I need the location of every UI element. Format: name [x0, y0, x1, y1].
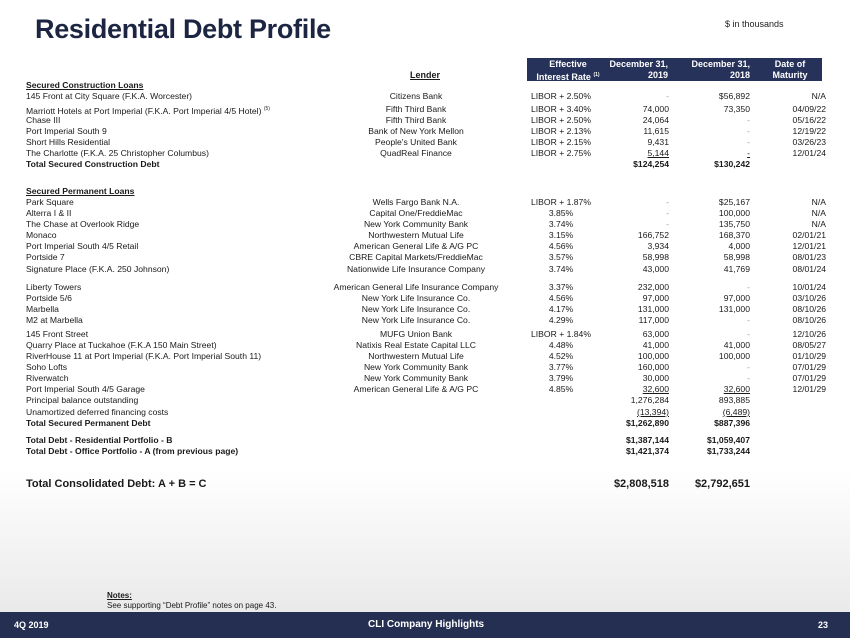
cell-rate: 4.56%: [548, 241, 574, 251]
cell-dec2019: 232,000: [637, 282, 669, 292]
cell-lender: Fifth Third Bank: [385, 104, 447, 114]
cell-rate: 4.29%: [548, 315, 574, 325]
cell-lender: Citizens Bank: [389, 91, 443, 101]
cell-maturity: N/A: [811, 197, 826, 207]
cell-maturity: 08/01/24: [792, 264, 826, 274]
total-label: Total Secured Permanent Debt: [26, 418, 151, 428]
table-row: [26, 241, 826, 252]
table-row: [26, 126, 826, 137]
cell-dec2019: -: [666, 208, 669, 218]
cell-maturity: 04/09/22: [792, 104, 826, 114]
cell-dec2018: 58,998: [723, 252, 750, 262]
cell-dec2018: -: [747, 126, 750, 136]
cell-dec2019: 5,144: [647, 148, 669, 158]
consolidated-label: Total Consolidated Debt: A + B = C: [26, 478, 207, 490]
unamortized-row: [26, 407, 826, 418]
cell-maturity: 08/10/26: [792, 315, 826, 325]
cell-maturity: 03/26/23: [792, 137, 826, 147]
cell-rate: 3.74%: [548, 219, 574, 229]
cell-dec2018: 32,600: [723, 384, 750, 394]
table-row: [26, 197, 826, 208]
table-row: [26, 252, 826, 263]
cell-name: Liberty Towers: [26, 282, 82, 292]
cell-dec2019: 160,000: [637, 362, 669, 372]
consolidated-dec2019: $2,808,518: [613, 478, 669, 490]
table-row: [26, 384, 826, 395]
header-lender: Lender: [409, 70, 440, 80]
cell-dec2018: 41,000: [723, 340, 750, 350]
cell-lender: New York Life Insurance Co.: [361, 293, 471, 303]
cell-name: Chase III: [26, 115, 61, 125]
page-number: 23: [818, 620, 829, 630]
cell-dec2019: 9,431: [647, 137, 669, 147]
footer-title: CLI Company Highlights: [368, 619, 485, 630]
cell-name: Riverwatch: [26, 373, 69, 383]
principal-dec2019: 1,276,284: [630, 395, 669, 405]
table-row: [26, 373, 826, 384]
cell-dec2019: 63,000: [642, 329, 669, 339]
cell-dec2019: 24,064: [642, 115, 669, 125]
cell-lender: Bank of New York Mellon: [368, 126, 464, 136]
cell-lender: American General Life & A/G PC: [353, 241, 479, 251]
cell-name: Soho Lofts: [26, 362, 68, 372]
cell-dec2018: 97,000: [723, 293, 750, 303]
cell-name: The Charlotte (F.K.A. 25 Christopher Columbus): [26, 148, 209, 158]
table-row: [26, 115, 826, 126]
cell-name: Park Square: [26, 197, 74, 207]
units-note: $ in thousands: [725, 19, 784, 29]
unamortized-dec2019: (13,394): [636, 407, 669, 417]
cell-rate: 4.85%: [548, 384, 574, 394]
cell-dec2019: 11,615: [643, 126, 669, 136]
office-total-dec2018: $1,733,244: [706, 446, 750, 456]
table-row: [26, 208, 826, 219]
cell-lender: Natixis Real Estate Capital LLC: [356, 340, 476, 350]
notes: [107, 591, 276, 611]
cell-name: 145 Front Street: [26, 329, 89, 339]
cell-dec2018: -: [747, 329, 750, 339]
principal-row: [26, 395, 826, 406]
cell-name: Port Imperial South 4/5 Retail: [26, 241, 139, 251]
cell-name: Quarry Place at Tuckahoe (F.K.A 150 Main Street): [26, 340, 217, 350]
cell-maturity: 12/01/21: [792, 241, 826, 251]
cell-dec2018: 4,000: [728, 241, 750, 251]
principal-dec2018: 893,885: [718, 395, 750, 405]
total-dec2018: $887,396: [714, 418, 750, 428]
section-label: Secured Construction Loans: [26, 80, 144, 90]
cell-maturity: 12/01/24: [792, 148, 826, 158]
cell-dec2019: 74,000: [642, 104, 669, 114]
cell-dec2019: -: [666, 91, 669, 101]
table-row: [26, 340, 826, 351]
cell-rate: 3.37%: [548, 282, 574, 292]
cell-rate: 4.56%: [548, 293, 574, 303]
cell-lender: Wells Fargo Bank N.A.: [372, 197, 460, 207]
cell-rate: 3.85%: [548, 208, 574, 218]
cell-maturity: N/A: [811, 219, 826, 229]
cell-dec2018: -: [747, 137, 750, 147]
cell-dec2019: -: [666, 197, 669, 207]
cell-dec2018: -: [747, 282, 750, 292]
cell-dec2019: 117,000: [638, 315, 669, 325]
header-maturity-line2: Maturity: [772, 70, 808, 80]
table-row: [26, 293, 826, 304]
cell-rate: LIBOR + 2.50%: [531, 91, 591, 101]
cell-dec2018: $25,167: [718, 197, 750, 207]
table-row: [26, 304, 826, 315]
cell-rate: LIBOR + 2.13%: [531, 126, 591, 136]
cell-lender: New York Life Insurance Co.: [361, 315, 471, 325]
cell-lender: Fifth Third Bank: [385, 115, 447, 125]
cell-dec2019: 100,000: [637, 351, 669, 361]
cell-dec2018: -: [747, 373, 750, 383]
cell-lender: People's United Bank: [375, 137, 457, 147]
cell-lender: Northwestern Mutual Life: [368, 351, 464, 361]
header-rate-line2: Interest Rate: [536, 72, 591, 82]
cell-maturity: 12/10/26: [792, 329, 826, 339]
header-maturity: [762, 58, 818, 81]
cell-dec2018: $56,892: [718, 91, 750, 101]
cell-name: The Chase at Overlook Ridge: [26, 219, 140, 229]
cell-rate: LIBOR + 2.15%: [531, 137, 591, 147]
cell-dec2018: 168,370: [718, 230, 750, 240]
residential-total-dec2018: $1,059,407: [706, 435, 750, 445]
table-row: [26, 230, 826, 241]
cell-rate: 3.79%: [548, 373, 574, 383]
cell-dec2018: 100,000: [718, 208, 750, 218]
cell-maturity: N/A: [811, 91, 826, 101]
header-dec2019-line1: December 31,: [609, 59, 668, 69]
header-dec2018-line1: December 31,: [691, 59, 750, 69]
office-total-label: Total Debt - Office Portfolio - A (from previous page): [26, 446, 239, 456]
cell-name: Port Imperial South 4/5 Garage: [26, 384, 145, 394]
footnote-marker: (5): [263, 106, 270, 112]
cell-lender: CBRE Capital Markets/FreddieMac: [349, 252, 483, 262]
total-dec2019: $124,254: [633, 159, 669, 169]
cell-dec2019: 97,000: [642, 293, 669, 303]
cell-lender: Northwestern Mutual Life: [368, 230, 464, 240]
cell-dec2018: 100,000: [718, 351, 750, 361]
cell-maturity: 01/10/29: [792, 351, 826, 361]
table-row: [26, 137, 826, 148]
header-rate-footnote: (1): [593, 72, 600, 78]
unamortized-label: Unamortized deferred financing costs: [26, 407, 169, 417]
table-row: [26, 104, 826, 115]
header-dec-2019: [600, 58, 668, 81]
table-row: [26, 282, 826, 293]
cell-rate: 3.74%: [548, 264, 574, 274]
cell-dec2019: -: [666, 219, 669, 229]
residential-total-dec2019: $1,387,144: [625, 435, 669, 445]
notes-body: See supporting “Debt Profile” notes on page 43.: [107, 601, 277, 610]
header-dec2019-line2: 2019: [647, 70, 668, 80]
principal-label: Principal balance outstanding: [26, 395, 139, 405]
total-label: Total Secured Construction Debt: [26, 159, 160, 169]
header-dec2018-line2: 2018: [729, 70, 750, 80]
cell-dec2019: 3,934: [647, 241, 669, 251]
table-row: [26, 315, 826, 326]
section-label: Secured Permanent Loans: [26, 186, 135, 196]
cell-maturity: 03/10/26: [792, 293, 826, 303]
cell-dec2019: 41,000: [642, 340, 669, 350]
total-construction-row: [26, 159, 826, 170]
cell-dec2018: -: [747, 315, 750, 325]
cell-lender: New York Community Bank: [363, 362, 469, 372]
footer-bar: [0, 612, 850, 638]
cell-maturity: 12/19/22: [792, 126, 826, 136]
cell-name: RiverHouse 11 at Port Imperial (F.K.A. Port Imperial South 11): [26, 351, 262, 361]
section-permanent-label: [26, 186, 826, 197]
table-row: [26, 219, 826, 230]
cell-name: Short Hills Residential: [26, 137, 111, 147]
cell-rate: LIBOR + 1.87%: [531, 197, 591, 207]
cell-lender: Capital One/FreddieMac: [369, 208, 463, 218]
cell-dec2019: 131,000: [637, 304, 669, 314]
cell-rate: LIBOR + 2.75%: [531, 148, 591, 158]
consolidated-total-row: [26, 478, 826, 492]
cell-maturity: 08/05/27: [792, 340, 826, 350]
notes-title: Notes:: [107, 591, 132, 600]
cell-lender: New York Life Insurance Co.: [361, 304, 471, 314]
cell-dec2018: 41,769: [723, 264, 750, 274]
header-maturity-line1: Date of: [774, 59, 806, 69]
cell-rate: LIBOR + 1.84%: [531, 329, 591, 339]
cell-dec2019: 58,998: [642, 252, 669, 262]
cell-dec2018: 135,750: [718, 219, 750, 229]
cell-rate: 4.17%: [548, 304, 574, 314]
residential-total-label: Total Debt - Residential Portfolio - B: [26, 435, 173, 445]
total-dec2019: $1,262,890: [625, 418, 669, 428]
cell-lender: American General Life Insurance Company: [333, 282, 499, 292]
cell-dec2018: -: [747, 148, 750, 158]
cell-rate: 3.77%: [548, 362, 574, 372]
cell-name: Monaco: [26, 230, 57, 240]
cell-lender: American General Life & A/G PC: [353, 384, 479, 394]
cell-lender: QuadReal Finance: [380, 148, 452, 158]
cell-lender: MUFG Union Bank: [379, 329, 453, 339]
cell-maturity: 12/01/29: [792, 384, 826, 394]
cell-rate: 4.52%: [548, 351, 574, 361]
cell-name: M2 at Marbella: [26, 315, 83, 325]
cell-rate: 4.48%: [548, 340, 574, 350]
cell-maturity: 05/16/22: [792, 115, 826, 125]
header-rate-line1: Effective: [549, 59, 587, 69]
table-row: [26, 148, 826, 159]
cell-lender: Nationwide Life Insurance Company: [346, 264, 486, 274]
table-row: [26, 264, 826, 275]
cell-maturity: 10/01/24: [792, 282, 826, 292]
cell-name: 145 Front at City Square (F.K.A. Worcester): [26, 91, 193, 101]
cell-name: Portside 5/6: [26, 293, 72, 303]
cell-maturity: 08/01/23: [792, 252, 826, 262]
cell-dec2018: 131,000: [718, 304, 750, 314]
cell-name-text: Marriott Hotels at Port Imperial (F.K.A. Port Imperial 4/5 Hotel): [26, 105, 262, 116]
cell-name: Marbella: [26, 304, 59, 314]
table-row: [26, 329, 826, 340]
cell-lender: New York Community Bank: [363, 219, 469, 229]
cell-maturity: 08/10/26: [792, 304, 826, 314]
cell-name: Port Imperial South 9: [26, 126, 107, 136]
cell-rate: 3.57%: [548, 252, 574, 262]
cell-rate: 3.15%: [548, 230, 574, 240]
header-dec-2018: [680, 58, 750, 81]
header-interest-rate: [528, 58, 608, 81]
cell-maturity: 02/01/21: [792, 230, 826, 240]
cell-rate: LIBOR + 3.40%: [531, 104, 591, 114]
cell-dec2018: 73,350: [723, 104, 750, 114]
cell-name: Alterra I & II: [26, 208, 72, 218]
cell-name: Portside 7: [26, 252, 65, 262]
cell-rate: LIBOR + 2.50%: [531, 115, 591, 125]
cell-dec2019: 30,000: [642, 373, 669, 383]
office-total-row: [26, 446, 826, 457]
residential-total-row: [26, 435, 826, 446]
section-construction-label: [26, 80, 826, 91]
office-total-dec2019: $1,421,374: [625, 446, 669, 456]
total-permanent-row: [26, 418, 826, 429]
page-title: Residential Debt Profile: [35, 14, 331, 44]
cell-maturity: 07/01/29: [792, 362, 826, 372]
cell-maturity: N/A: [811, 208, 826, 218]
cell-dec2019: 32,600: [642, 384, 669, 394]
cell-maturity: 07/01/29: [792, 373, 826, 383]
footer-period: 4Q 2019: [14, 620, 49, 630]
total-dec2018: $130,242: [714, 159, 750, 169]
table-row: [26, 351, 826, 362]
table-row: [26, 91, 826, 102]
cell-dec2019: 166,752: [637, 230, 669, 240]
cell-dec2018: -: [747, 362, 750, 372]
unamortized-dec2018: (6,489): [722, 407, 750, 417]
table-row: [26, 362, 826, 373]
cell-lender: New York Community Bank: [363, 373, 469, 383]
consolidated-dec2018: $2,792,651: [694, 478, 750, 490]
cell-dec2019: 43,000: [642, 264, 669, 274]
cell-dec2018: -: [747, 115, 750, 125]
cell-name: Signature Place (F.K.A. 250 Johnson): [26, 264, 170, 274]
